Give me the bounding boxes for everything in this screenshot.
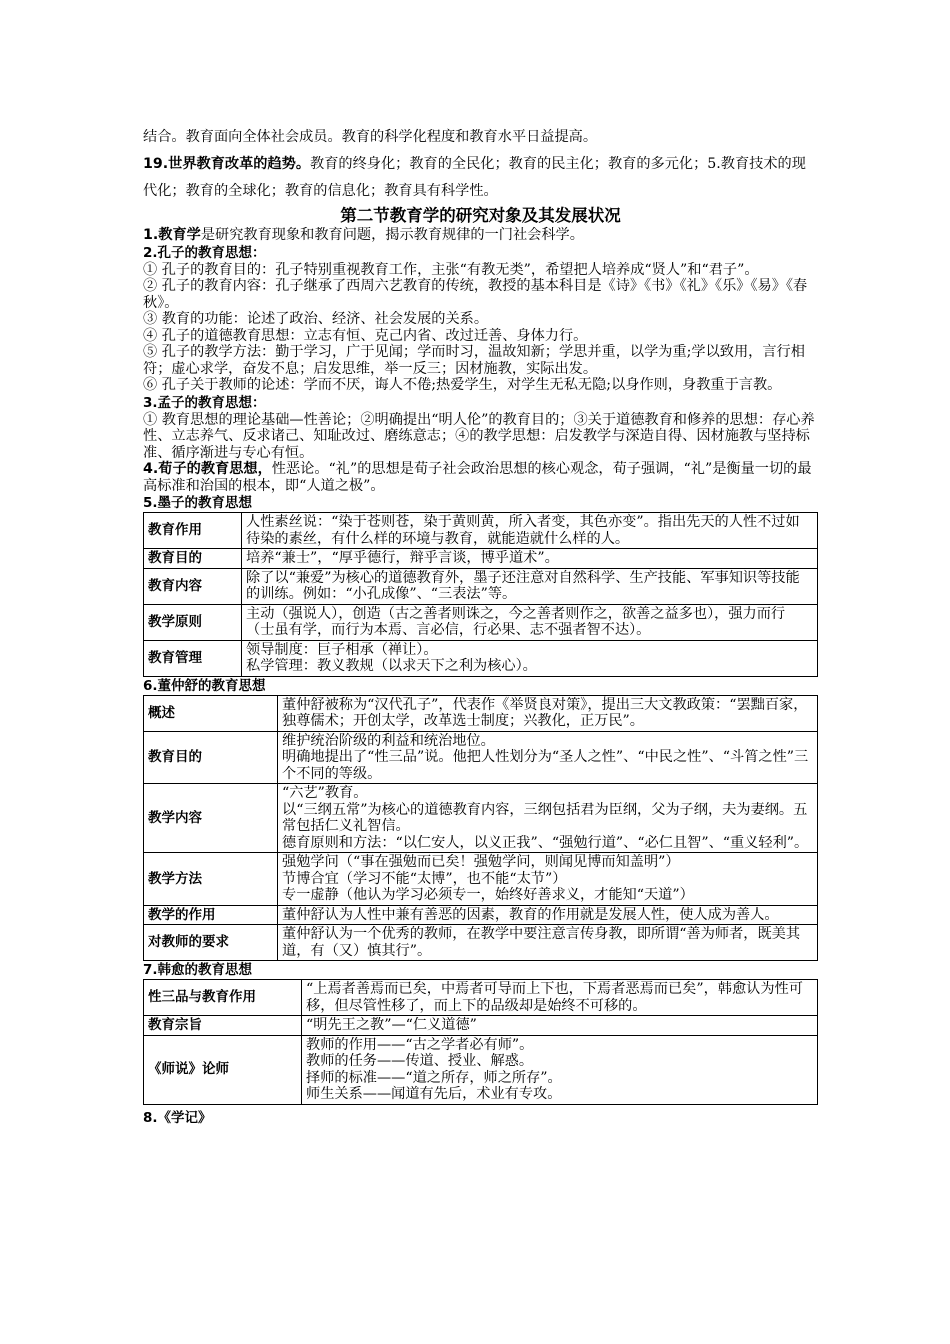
row-value: 除了以“兼爱”为核心的道德教育外，墨子还注意对自然科学、生产技能、军事知识等技能的训练。例如：“小孔成像”、“三表法”等。	[242, 568, 818, 604]
item-1-label: 1.教育学	[143, 227, 201, 243]
row-key: 教学内容	[144, 784, 278, 853]
row-value: 主动（强说人），创造（古之善者则诛之，今之善者则作之，欲善之益多也），强力而行（士虽有学，而行为本焉、言必信，行必果、志不强者智不达）。	[242, 604, 818, 640]
row-key: 《师说》论师	[144, 1035, 302, 1104]
table-row	[144, 905, 818, 925]
row-key: 性三品与教育作用	[144, 980, 302, 1016]
item-4	[143, 461, 818, 494]
row-value: 人性素丝说：“染于苍则苍，染于黄则黄，所入者变，其色亦变”。指出先天的人性不过如待染的素丝，有什么样的环境与教育，就能造就什么样的人。	[242, 513, 818, 549]
row-value: 董仲舒认为一个优秀的教师，在教学中要注意言传身教，即所谓“善为师者，既美其道，有（又）慎其行”。	[278, 925, 818, 961]
row-key: 教育管理	[144, 640, 242, 676]
row-key: 教育内容	[144, 568, 242, 604]
intro-line: 结合。教育面向全体社会成员。教育的科学化程度和教育水平日益提高。	[143, 129, 598, 145]
confucius-line-1: ① 孔子的教育目的：孔子特别重视教育工作，主张“有教无类”，希望把人培养成“贤人”和“君子”。	[143, 261, 759, 278]
row-key: 对教师的要求	[144, 925, 278, 961]
row-value: 维护统治阶级的利益和统治地位。 明确地提出了“性三品”说。他把人性划分为“圣人之性”、“中民之性”、“斗筲之性”三个不同的等级。	[278, 731, 818, 784]
table-row	[144, 568, 818, 604]
confucius-line-2: ② 孔子的教育内容：孔子继承了西周六艺教育的传统，教授的基本科目是《诗》《书》《礼》《乐》《易》《春秋》。	[143, 278, 808, 311]
table-row	[144, 513, 818, 549]
confucius-line-3: ③ 教育的功能：论述了政治、经济、社会发展的关系。	[143, 311, 489, 327]
row-value: 教师的作用——“古之学者必有师”。 教师的任务——传道、授业、解惑。 择师的标准——“道之所存，师之所存”。 师生关系——闻道有先后，术业有专攻。	[302, 1035, 818, 1104]
confucius-line-6: ⑥ 孔子关于教师的论述：学而不厌，诲人不倦;热爱学生，对学生无私无隐;以身作则，身教重于言教。	[143, 377, 782, 393]
item-3-heading: 3.孟子的教育思想：	[143, 394, 266, 411]
row-key: 概述	[144, 695, 278, 731]
table-row	[144, 925, 818, 961]
item-8-heading: 8.《学记》	[143, 1109, 212, 1126]
table-row	[144, 1016, 818, 1036]
table-row	[144, 1035, 818, 1104]
mencius-text: ① 教育思想的理论基础—性善论；②明确提出“明人伦”的教育目的；③关于道德教育和修养的思想：存心养性、立志养气、反求诸己、知耻改过、磨练意志；④的教学思想：启发教学与深造自得、因材施教与坚持标准、循序渐进与专心有恒。	[143, 411, 815, 461]
document-page	[143, 124, 818, 1127]
row-value: 领导制度：巨子相承（禅让）。 私学管理：教义教规（以求天下之利为核心）。	[242, 640, 818, 676]
row-value: “上焉者善焉而已矣，中焉者可导而上下也，下焉者恶焉而已矣”，韩愈认为性可移，但尽管性移了，而上下的品级却是始终不可移的。	[302, 980, 818, 1016]
item-1-text: 是研究教育现象和教育问题，揭示教育规律的一门社会科学。	[200, 227, 584, 243]
row-value: “六艺”教育。 以“三纲五常”为核心的道德教育内容，三纲包括君为臣纲，父为子纲，夫为妻纲。五常包括仁义礼智信。 德育原则和方法：“以仁安人，以义正我”、“强勉行道”、“必仁且智”、“重义轻利”。	[278, 784, 818, 853]
trend-label: 19.世界教育改革的趋势。	[143, 156, 311, 172]
item-7-heading: 7.韩愈的教育思想	[143, 962, 253, 978]
item-6-heading: 6.董仲舒的教育思想	[143, 677, 266, 694]
trend-paragraph	[143, 151, 818, 205]
item-4-label: 4.荀子的教育思想，	[143, 461, 272, 477]
row-value: “明先王之教”—“仁义道德”	[302, 1016, 818, 1036]
row-value: 董仲舒认为人性中兼有善恶的因素，教育的作用就是发展人性，使人成为善人。	[278, 905, 818, 925]
row-key: 教学原则	[144, 604, 242, 640]
han-yu-table	[143, 979, 818, 1105]
row-value: 培养“兼士”，“厚乎德行，辩乎言谈，博乎道术”。	[242, 549, 818, 569]
item-1	[143, 227, 818, 244]
table-row	[144, 695, 818, 731]
item-5-heading: 5.墨子的教育思想	[143, 495, 253, 511]
row-value: 董仲舒被称为“汉代孔子”，代表作《举贤良对策》，提出三大文教政策：“罢黜百家，独尊儒术；开创太学，改革选士制度；兴教化，正万民”。	[278, 695, 818, 731]
row-value: 强勉学问（“事在强勉而已矣！强勉学问，则闻见博而知盖明”） 节博合宜（学习不能“太博”，也不能“太节”） 专一虚静（他认为学习必须专一，始终好善求义，才能知“天道”）	[278, 853, 818, 906]
row-key: 教育目的	[144, 731, 278, 784]
item-4-text: 性恶论。“礼”的思想是荀子社会政治思想的核心观念，荀子强调，“礼”是衡量一切的最高标准和治国的根本，即“人道之极”。	[143, 461, 812, 494]
table-row	[144, 731, 818, 784]
row-key: 教育宗旨	[144, 1016, 302, 1036]
trend-text: 教育的终身化；教育的全民化；教育的民主化；教育的多元化；5.教育技术的现代化；教育的全球化；教育的信息化；教育具有科学性。	[143, 156, 806, 199]
table-row	[144, 549, 818, 569]
confucius-line-5: ⑤ 孔子的教学方法：勤于学习，广于见闻；学而时习，温故知新；学思并重，以学为重;学以致用，言行相符；虚心求学，奋发不息；启发思维，举一反三；因材施教，实际出发。	[143, 344, 805, 377]
table-row	[144, 784, 818, 853]
row-key: 教育作用	[144, 513, 242, 549]
table-row	[144, 853, 818, 906]
row-key: 教学方法	[144, 853, 278, 906]
confucius-line-4: ④ 孔子的道德教育思想：立志有恒、克己内省、改过迁善、身体力行。	[143, 327, 588, 344]
section-title: 第二节教育学的研究对象及其发展状况	[340, 206, 621, 225]
paragraph-intro	[143, 124, 818, 205]
table-row	[144, 980, 818, 1016]
item-2-heading: 2.孔子的教育思想：	[143, 244, 266, 261]
table-row	[144, 640, 818, 676]
mozi-table	[143, 512, 818, 677]
table-row	[144, 604, 818, 640]
row-key: 教育目的	[144, 549, 242, 569]
dong-zhongshu-table	[143, 695, 818, 962]
row-key: 教学的作用	[144, 905, 278, 925]
